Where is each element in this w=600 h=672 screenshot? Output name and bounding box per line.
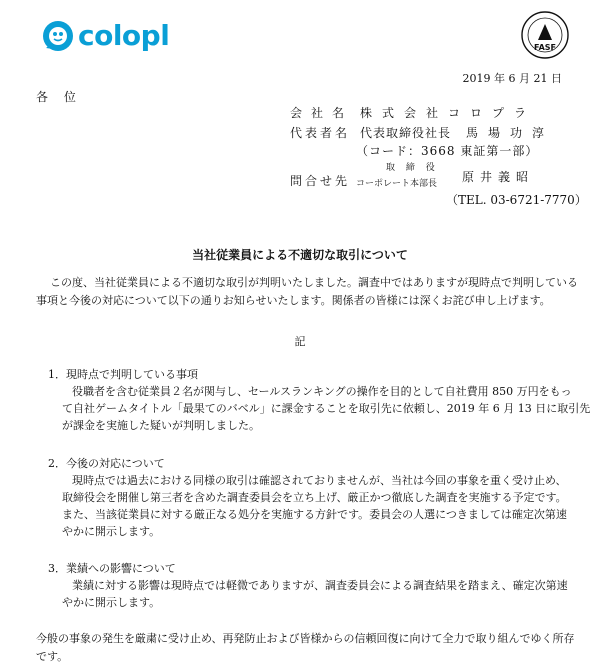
section-line: が課金を実施した疑いが判明しました。 [62,419,260,432]
section-heading: 3．業績への影響について [48,562,176,575]
contact-title-1: 取 締 役 [386,163,439,173]
ki-marker: 記 [294,335,306,348]
contact-name: 原井義昭 [462,170,535,184]
rep-title: 代表取締役社長 [360,126,452,140]
company-label: 会社名 [290,106,354,120]
section-line: やかに開示します。 [62,596,161,609]
fasf-seal-icon [520,10,570,60]
company-logo [40,18,169,54]
section-heading: 2．今後の対応について [48,457,165,470]
section-line: て自社ゲームタイトル「最果てのバベル」に課金することを取引先に依頼し、2019 年 6 月 13 日に取引先 [62,402,591,415]
seal-label: FASF [534,43,556,52]
contact-title-2: コーポレート本部長 [356,179,438,189]
colopl-mascot-icon [40,18,76,54]
rep-label: 代表者名 [290,126,351,140]
section-line: やかに開示します。 [62,525,161,538]
document-date: 2019 年 6 月 21 日 [462,72,562,85]
closing-line: 今般の事象の発生を厳粛に受け止め、再発防止および皆様からの信頼回復に向けて全力で取り組んでゆく所存 [36,632,575,645]
section-line: 現時点では過去における同様の取引は確認されておりませんが、当社は今回の事象を重く受け止め、 [72,474,567,487]
contact-tel: （TEL. 03-6721-7770） [446,193,587,207]
contact-label: 問合せ先 [290,174,351,188]
company-name: 株式会社コロプラ [360,106,537,120]
intro-line: 事項と今後の対応について以下の通りお知らせいたします。関係者の皆様には深くお詫び申し上げます。 [36,294,551,307]
closing-line: です。 [36,650,69,663]
section-line: 業績に対する影響は現時点では軽微でありますが、調査委員会による調査結果を踏まえ、確定次第速 [72,579,568,592]
section-line: 役職者を含む従業員２名が関与し、セールスランキングの操作を目的として自社費用 850 万円をもっ [72,385,572,398]
recipient: 各 位 [36,90,82,104]
intro-line: この度、当社従業員による不適切な取引が判明いたしました。調査中ではありますが現時点で判明している [50,276,578,289]
logo-text: colopl [78,19,170,52]
stock-code: （コード：3668 東証第一部） [356,144,539,158]
document-title: 当社従業員による不適切な取引について [192,248,408,262]
rep-name: 馬場功淳 [466,126,555,140]
section-heading: 1．現時点で判明している事項 [48,368,198,381]
section-line: また、当該従業員に対する厳正なる処分を実施する方針です。委員会の人選につきましては確定次第速 [62,508,567,521]
section-line: 取締役会を開催し第三者を含めた調査委員会を立ち上げ、厳正かつ徹底した調査を実施する予定です。 [62,491,567,504]
